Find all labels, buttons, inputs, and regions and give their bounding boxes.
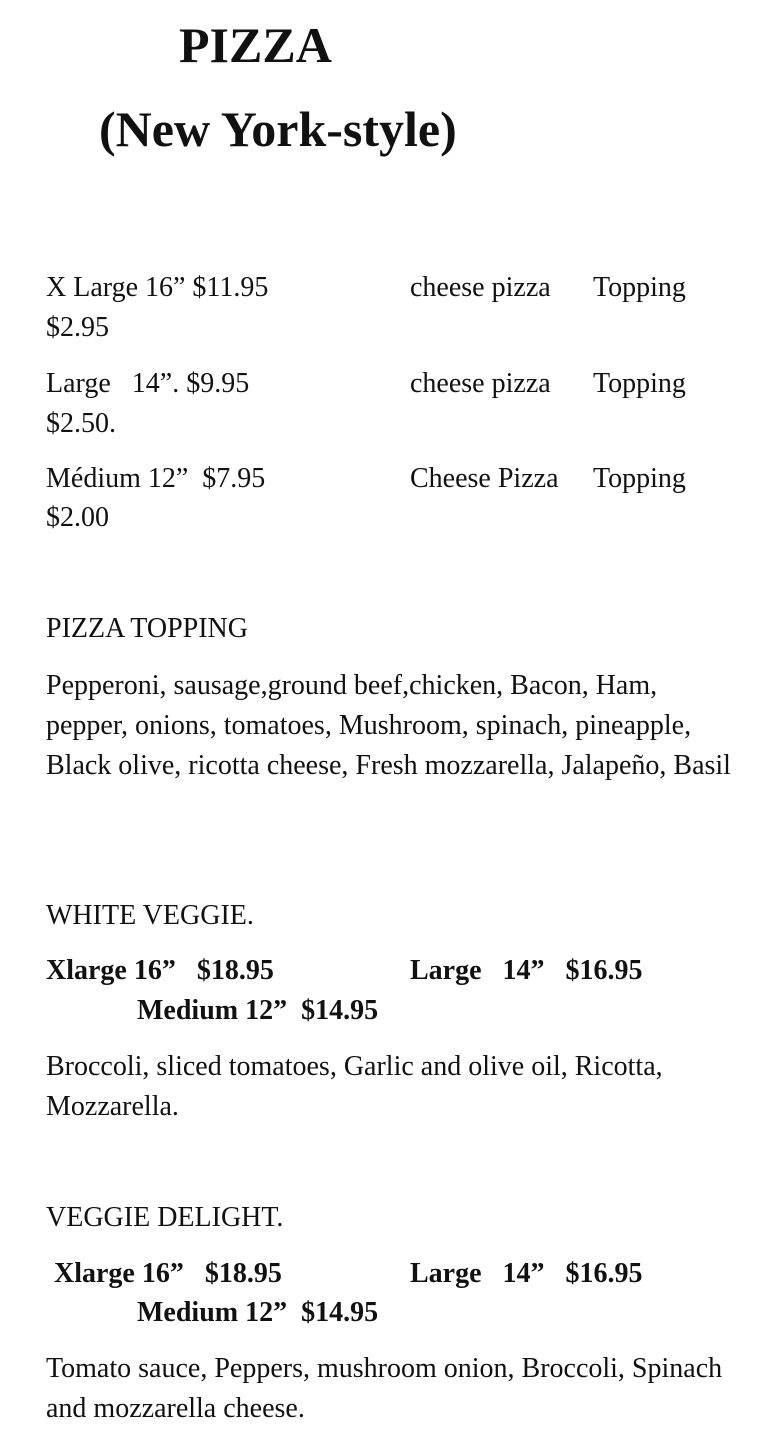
topping-price: $2.95 bbox=[46, 312, 109, 343]
veggie-delight-xlarge-price: Xlarge 16” $18.95 bbox=[54, 1258, 282, 1289]
veggie-delight-heading: VEGGIE DELIGHT. bbox=[46, 1202, 284, 1233]
topping-label: Topping bbox=[593, 368, 686, 399]
topping-price: $2.50. bbox=[46, 408, 116, 439]
pizza-kind: cheese pizza bbox=[410, 368, 551, 399]
topping-label: Topping bbox=[593, 463, 686, 494]
white-veggie-xlarge-price: Xlarge 16” $18.95 bbox=[46, 955, 274, 986]
topping-price: $2.00 bbox=[46, 502, 109, 533]
veggie-delight-medium-price: Medium 12” $14.95 bbox=[137, 1297, 379, 1328]
page-subtitle: (New York-style) bbox=[99, 101, 457, 157]
white-veggie-description: Broccoli, sliced tomatoes, Garlic and olive oil, Ricotta, Mozzarella. bbox=[46, 1051, 663, 1122]
toppings-list: Pepperoni, sausage,ground beef,chicken, Bacon, Ham, pepper, onions, tomatoes, Mushroom, spinach, pineapple, Black olive, ricotta cheese, Fresh mozzarella, Jalapeño, Basil bbox=[46, 670, 731, 781]
pizza-kind: Cheese Pizza bbox=[410, 463, 559, 494]
page-title: PIZZA bbox=[179, 17, 332, 73]
size-price: Médium 12” $7.95 bbox=[46, 463, 266, 494]
veggie-delight-large-price: Large 14” $16.95 bbox=[410, 1258, 643, 1289]
size-price: Large 14”. $9.95 bbox=[46, 368, 250, 399]
white-veggie-heading: WHITE VEGGIE. bbox=[46, 900, 254, 931]
topping-label: Topping bbox=[593, 272, 686, 303]
veggie-delight-description: Tomato sauce, Peppers, mushroom onion, Broccoli, Spinach and mozzarella cheese. bbox=[46, 1353, 723, 1424]
pizza-kind: cheese pizza bbox=[410, 272, 551, 303]
toppings-heading: PIZZA TOPPING bbox=[46, 613, 249, 644]
size-price: X Large 16” $11.95 bbox=[46, 272, 269, 303]
white-veggie-large-price: Large 14” $16.95 bbox=[410, 955, 643, 986]
white-veggie-medium-price: Medium 12” $14.95 bbox=[137, 995, 379, 1026]
